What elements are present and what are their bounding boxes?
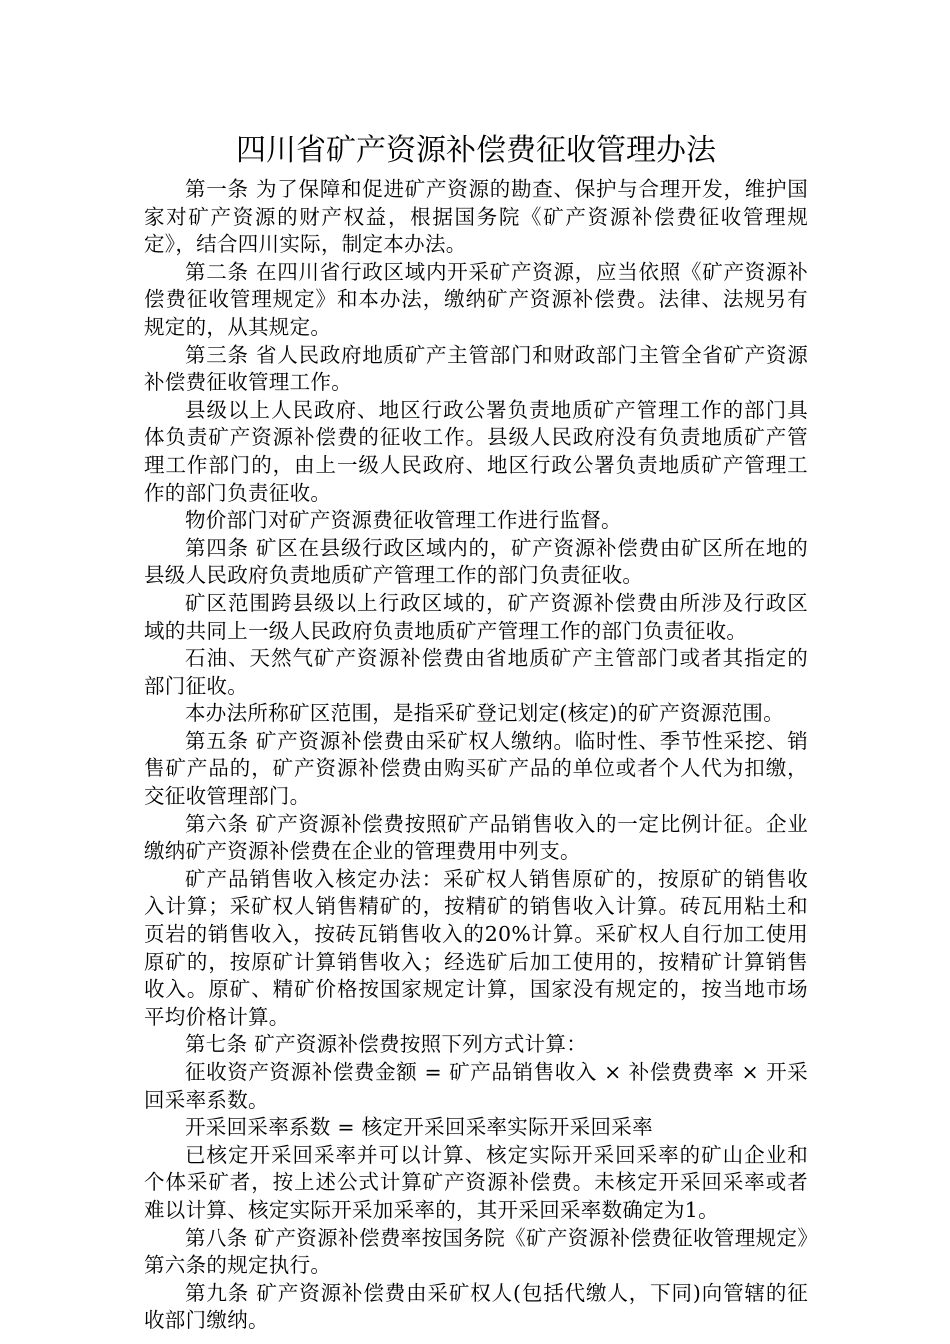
paragraph-article-3: 第三条 省人民政府地质矿产主管部门和财政部门主管全省矿产资源补偿费征收管理工作。 [144, 342, 808, 395]
paragraph-article-6-clause-2: 矿产品销售收入核定办法：采矿权人销售原矿的，按原矿的销售收入计算；采矿权人销售精矿的，按精矿的销售收入计算。砖瓦用粘土和页岩的销售收入，按砖瓦销售收入的20%计算。采矿权人自行加工使用原矿的，按原矿计算销售收入；经选矿后加工使用的，按精矿计算销售收入。原矿、精矿价格按国家规定计算，国家没有规定的，按当地市场平均价格计算。 [144, 866, 808, 1029]
paragraph-article-4-clause-4: 本办法所称矿区范围，是指采矿登记划定(核定)的矿产资源范围。 [185, 701, 784, 726]
paragraph-article-6: 第六条 矿产资源补偿费按照矿产品销售收入的一定比例计征。企业缴纳矿产资源补偿费在企业的管理费用中列支。 [144, 811, 808, 864]
paragraph-article-4-clause-3: 石油、天然气矿产资源补偿费由省地质矿产主管部门或者其指定的部门征收。 [144, 646, 808, 698]
paragraph-article-7: 第七条 矿产资源补偿费按照下列方式计算： [185, 1032, 588, 1057]
document-page [144, 128, 808, 1335]
paragraph-article-4: 第四条 矿区在县级行政区域内的，矿产资源补偿费由矿区所在地的县级人民政府负责地质矿产管理工作的部门负责征收。 [144, 535, 808, 588]
paragraph-article-2: 第二条 在四川省行政区域内开采矿产资源，应当依照《矿产资源补偿费征收管理规定》和本办法，缴纳矿产资源补偿费。法律、法规另有规定的，从其规定。 [144, 259, 808, 339]
paragraph-article-1: 第一条 为了保障和促进矿产资源的勘查、保护与合理开发，维护国家对矿产资源的财产权益，根据国务院《矿产资源补偿费征收管理规定》，结合四川实际，制定本办法。 [144, 177, 808, 257]
paragraph-formula-amount: 征收资产资源补偿费金额 = 矿产品销售收入 × 补偿费费率 × 开采回采率系数。 [144, 1060, 808, 1112]
paragraph-article-4-clause-2: 矿区范围跨县级以上行政区域的，矿产资源补偿费由所涉及行政区域的共同上一级人民政府负责地质矿产管理工作的部门负责征收。 [144, 590, 808, 643]
document-title: 四川省矿产资源补偿费征收管理办法 [236, 133, 716, 168]
paragraph-article-7-clause-4: 已核定开采回采率并可以计算、核定实际开采回采率的矿山企业和个体采矿者，按上述公式计算矿产资源补偿费。未核定开采回采率或者难以计算、核定实际开采加采率的，其开采回采率数确定为1。 [144, 1142, 808, 1222]
paragraph-article-8: 第八条 矿产资源补偿费率按国务院《矿产资源补偿费征收管理规定》第六条的规定执行。 [144, 1225, 808, 1278]
paragraph-formula-coefficient: 开采回采率系数 = 核定开采回采率实际开采回采率 [185, 1115, 653, 1140]
paragraph-article-5: 第五条 矿产资源补偿费由采矿权人缴纳。临时性、季节性采挖、销售矿产品的，矿产资源补偿费由购买矿产品的单位或者个人代为扣缴，交征收管理部门。 [144, 728, 808, 809]
paragraph-article-3-clause-2: 县级以上人民政府、地区行政公署负责地质矿产管理工作的部门具体负责矿产资源补偿费的征收工作。县级人民政府没有负责地质矿产管理工作部门的，由上一级人民政府、地区行政公署负责地质矿产管理工作的部门负责征收。 [144, 397, 808, 505]
paragraph-article-3-clause-3: 物价部门对矿产资源费征收管理工作进行监督。 [185, 508, 622, 533]
paragraph-article-9: 第九条 矿产资源补偿费由采矿权人(包括代缴人，下同)向管辖的征收部门缴纳。 [144, 1280, 808, 1333]
